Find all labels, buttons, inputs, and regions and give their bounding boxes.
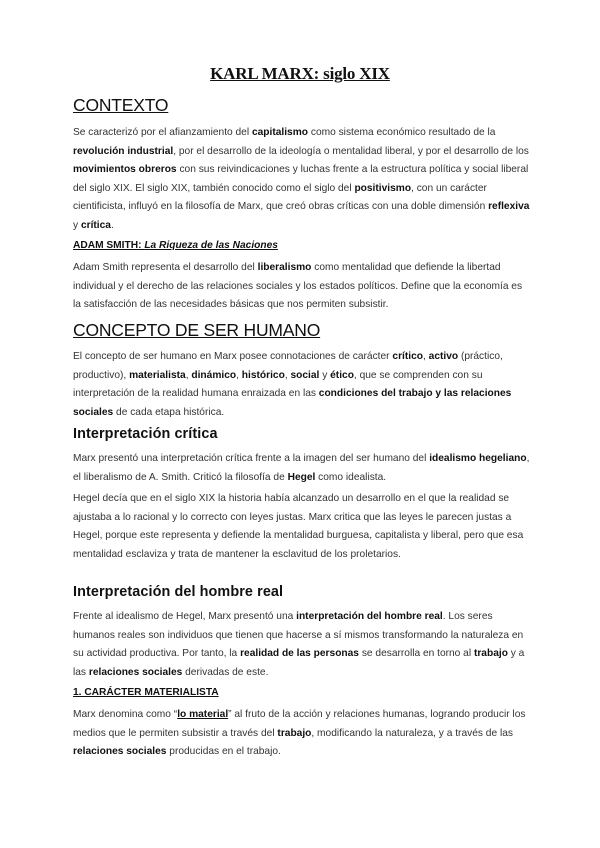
subheading-adam-smith: ADAM SMITH: La Riqueza de las Naciones [73,240,278,251]
paragraph-adam-smith: Adam Smith representa el desarrollo del liberalismo como mentalidad que defiende la libertad individual y el derecho de las relaciones sociales y los estados políticos. Define que la economía es la satisfacción de las necesidades básicas que nos permiten subsistir. [73,262,523,311]
heading-contexto: CONTEXTO [73,95,169,115]
paragraph-interpretacion-critica-2: Hegel decía que en el siglo XIX la historia había alcanzado un desarrollo en el que la realidad se ajustaba a lo racional y lo correcto con leyes justas. Marx critica que las leyes le parecen justas a Hegel, porque este representa y defiende la mentalidad burguesa, capitalista y liberal, pero que esa mentalidad esclaviza y trata de mantener la esclavitud de los proletarios. [73,493,524,560]
heading-hombre-real: Interpretación del hombre real [73,584,284,600]
heading-interpretacion-critica: Interpretación crítica [73,426,218,442]
subheading-caracter-materialista: 1. CARÁCTER MATERIALISTA [73,687,219,698]
paragraph-hombre-real: Frente al idealismo de Hegel, Marx presentó una interpretación del hombre real. Los seres humanos reales son individuos que tienen que hacerse a sí mismos transformando la naturaleza en su actividad productiva. Por tanto, la realidad de las personas se desarrolla en torno al trabajo y a las relaciones sociales derivadas de este. [73,611,525,678]
paragraph-concepto: El concepto de ser humano en Marx posee connotaciones de carácter crítico, activo (práctico, productivo), materialista, dinámico, histórico, social y ético, que se comprenden con su interpretación de la realidad humana enraizada en las condiciones del trabajo y las relaciones sociales de cada etapa histórica. [73,351,512,418]
paragraph-interpretacion-critica-1: Marx presentó una interpretación crítica frente a la imagen del ser humano del idealismo hegeliano, el liberalismo de A. Smith. Criticó la filosofía de Hegel como idealista. [73,453,530,483]
paragraph-contexto-1: Se caracterizó por el afianzamiento del capitalismo como sistema económico resultado de la revolución industrial, por el desarrollo de la ideología o mentalidad liberal, y por el desarrollo de los movimientos obreros con sus reivindicaciones y luchas frente a la estructura política y social liberal del siglo XIX. El siglo XIX, también conocido como el siglo del positivismo, con un carácter cientificista, influyó en la filosofía de Marx, que creó obras críticas con una doble dimensión reflexiva y crítica. [73,127,530,231]
paragraph-materialista: Marx denomina como “lo material” al fruto de la acción y relaciones humanas, logrando producir los medios que le permiten subsistir a través del trabajo, modificando la naturaleza, y a través de las relaciones sociales producidas en el trabajo. [73,709,526,758]
heading-concepto-ser-humano: CONCEPTO DE SER HUMANO [73,320,321,340]
document-title: KARL MARX: siglo XIX [210,64,390,83]
